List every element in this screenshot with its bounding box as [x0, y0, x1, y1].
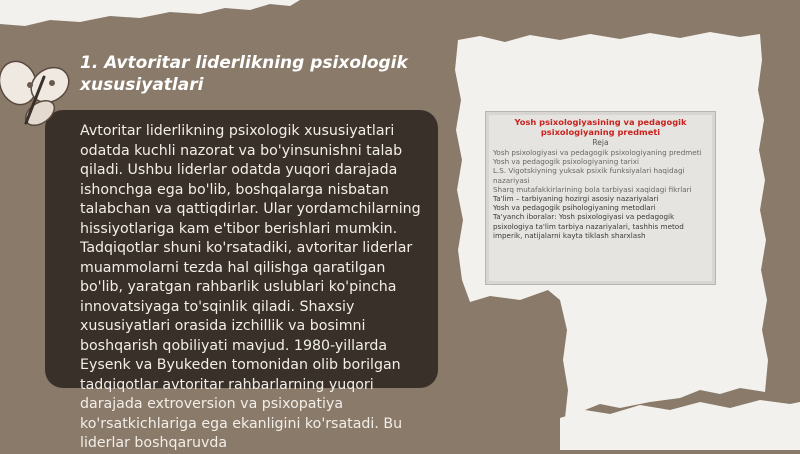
- slide-subheading: Reja: [592, 138, 609, 147]
- list-item: Yosh va pedagogik psixologiyaning tarixi: [493, 157, 640, 167]
- list-item: Yosh psixologiyasi va pedagogik psixologiyaning predmeti: [493, 148, 702, 157]
- slide-list: [489, 148, 712, 240]
- list-item: Ta'yanch iboralar: Yosh psixologiyasi va pedagogik psixologiya ta'lim tarbiya nazariyalari, tashhis metod imperik, natijalarni kayta tiklash sharxlash: [493, 212, 684, 240]
- list-item: Yosh va pedagogik psihologiyaning metodlari: [493, 203, 656, 213]
- slide-content: [489, 115, 712, 281]
- list-item: Ta'lim – tarbiyaning hozirgi asosiy nazariyalari: [493, 194, 659, 204]
- slide-title: Yosh psixologiyasining va pedagogik psixologiyaning predmeti: [514, 117, 687, 137]
- section-body: Avtoritar liderlikning psixologik xususiyatlari odatda kuchli nazorat va bo'yinsunishni talab qiladi. Ushbu liderlar odatda yuqori darajada ishonchga ega bo'lib, boshqalarga nisbatan talabchan va qattiqdirlar. Ular yordamchilarning hissiyotlariga kam e'tibor berishlari mumkin. Tadqiqotlar shuni ko'rsatadiki, avtoritar liderlar muammolarni tezda hal qilishga qaratilgan bo'lib, yaratgan rahbarlik uslublari ko'pincha innovatsiyaga to'sqinlik qiladi. Shaxsiy xususiyatlari orasida izchillik va bosimni boshqarish qobiliyati mavjud. 1980-yillarda Eysenk va Byukeden tomonidan olib borilgan tadqiqotlar avtoritar rahbarlarning yuqori darajada extroversion va psixopatiya ko'rsatkichlariga ega ekanligini ko'rsatadi. Bu liderlar boshqaruvda: [80, 123, 421, 451]
- butterfly-icon: [0, 55, 80, 135]
- section-title: 1. Avtoritar liderlikning psixologik xususiyatlari: [80, 53, 408, 95]
- list-item: L.S. Vigotskiyning yuksak psixik funksiyalari haqidagi nazariyasi: [493, 166, 685, 185]
- list-item: Sharq mutafakkirlarining bola tarbiyasi xaqidagi fikrlari: [493, 184, 692, 194]
- slide-image: [485, 111, 716, 285]
